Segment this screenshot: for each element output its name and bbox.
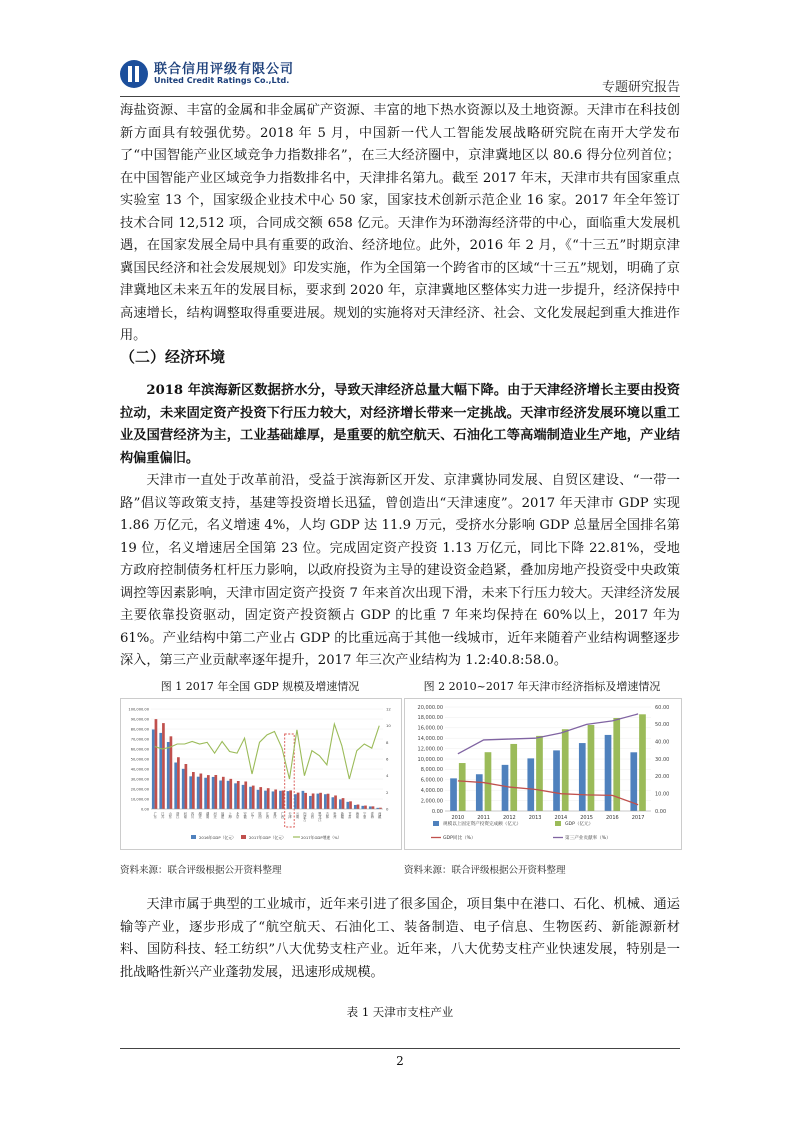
x-tick-label: 重庆 [272, 812, 277, 819]
x-tick-label: 2010 [451, 815, 465, 821]
y2-tick-label: 60.00 [655, 704, 670, 711]
page-number: 2 [396, 1054, 404, 1068]
y-tick-label: 100,000.00 [128, 707, 149, 712]
legend-swatch [555, 821, 561, 826]
bar-2017 [244, 781, 247, 809]
bar-investment [579, 743, 586, 811]
growth-line [155, 724, 380, 779]
x-tick-label: 山东 [167, 812, 172, 819]
bar-2016 [242, 785, 245, 809]
x-tick-label: 2013 [528, 815, 542, 821]
x-tick-label: 2016 [606, 815, 619, 821]
x-tick-label: 西藏 [377, 812, 382, 819]
x-tick-label: 内蒙古 [302, 812, 307, 822]
table1-title: 表 1 天津市支柱产业 [346, 1005, 454, 1019]
bar-2017 [222, 777, 225, 809]
bar-gdp [536, 736, 543, 811]
y2-tick-label: 8 [386, 739, 389, 745]
y2-tick-label: 30.00 [655, 756, 670, 763]
footer-divider [120, 1048, 680, 1049]
bar-2017 [274, 790, 277, 810]
y-tick-label: 6,000.00 [420, 777, 443, 784]
paragraph-industry: 天津市属于典型的工业城市，近年来引进了很多国企，项目集中在港口、石化、机械、通运输等产业，逐步形成了“航空航天、石油化工、装备制造、电子信息、生物医药、新能源新材料、国防科技、轻工纺织”八大优势支柱产业。近年来，八大优势支柱产业快速发展，特别是一批战略性新兴产业蓬勃发展，迅速形成规模。 [120, 897, 680, 980]
legend-label: 第三产业贡献率（%） [565, 836, 611, 841]
bar-investment [450, 778, 457, 811]
x-tick-label: 2011 [477, 815, 490, 821]
y-tick-label: 50,000.00 [130, 757, 149, 762]
bar-2017 [185, 764, 188, 809]
x-tick-label: 吉林 [324, 812, 329, 819]
y-tick-label: 60,000.00 [130, 747, 149, 752]
bar-2016 [361, 806, 364, 809]
bar-2016 [339, 799, 342, 809]
x-tick-label: 四川 [190, 812, 195, 819]
x-tick-label: 江西 [265, 812, 269, 819]
x-tick-label: 安徽 [242, 812, 247, 819]
x-tick-label: 湖北 [197, 812, 202, 819]
bar-2017 [364, 806, 367, 809]
x-tick-label: 江苏 [160, 812, 165, 819]
x-tick-label: 甘肃 [347, 812, 352, 819]
y-tick-label: 16,000.00 [417, 725, 443, 732]
legend-swatch [191, 835, 196, 839]
legend-label: 规模以上固定资产投资完成额（亿元） [443, 822, 522, 827]
y-tick-label: 70,000.00 [130, 737, 149, 742]
bar-2017 [199, 774, 202, 809]
paragraph-economy: 天津市一直处于改革前沿，受益于滨海新区开发、京津冀协同发展、自贸区建设、“一带一路”倡议等政策支持，基建等投资增长迅猛，曾创造出“天津速度”。2017 年天津市 GDP 实现 1.86 万亿元，名义增速 4%，人均 GDP 达 11.9 万元，受挤水分影响 GDP 总量居全国排名第 19 位，名义增速居全国第 23 位。完成固定资产投资 1.13 万亿元，同比下降 22.81%，受地方政府控制债务杠杆压力影响，以政府投资为主导的建设资金趋紧，叠加房地产投资受中央政策调控等因素影响，天津市固定资产投资 7 年来首次出现下滑，未来下行压力较大。天津经济发展主要依靠投资驱动，固定资产投资额占 GDP 的比重 7 年来均保持在 60%以上，2017 年为 61%。产业结构中第二产业占 GDP 的比重远高于其他一线城市，近年来随着产业结构调整逐步深入，第三产业贡献率逐年提升，2017 年三次产业结构为 1.2:40.8:58.0。 [120, 473, 680, 668]
bar-2017 [282, 790, 285, 809]
company-logo-icon [120, 60, 148, 88]
y-tick-label: 20,000.00 [417, 704, 443, 711]
x-tick-label: 广西 [279, 812, 284, 819]
bar-gdp [588, 725, 595, 811]
bar-2016 [182, 769, 185, 809]
bar-2016 [264, 791, 267, 809]
x-tick-label: 2015 [580, 815, 593, 821]
legend-label: GDP（亿元） [565, 822, 594, 827]
bar-2017 [357, 805, 360, 809]
y2-tick-label: 2 [386, 789, 389, 795]
legend-label: GDP同比（%） [443, 836, 476, 841]
x-tick-label: 河北 [212, 812, 217, 819]
bar-investment [553, 750, 560, 811]
y-tick-label: 10,000.00 [130, 797, 149, 802]
bar-2017 [334, 795, 337, 809]
header-divider [120, 96, 680, 97]
y2-tick-label: 0.00 [655, 808, 667, 815]
x-tick-label: 青海 [369, 812, 374, 819]
bar-2017 [312, 793, 315, 809]
bar-2017 [192, 772, 195, 809]
bar-2016 [346, 802, 349, 809]
y-tick-label: 10,000.00 [417, 756, 443, 763]
chart1-svg [121, 699, 401, 849]
bar-investment [502, 765, 509, 811]
figure1-source: 资料来源：联合评级根据公开资料整理 [120, 865, 282, 876]
bar-2017 [177, 757, 180, 809]
y-tick-label: 0.00 [140, 807, 149, 812]
bar-2017 [297, 793, 300, 809]
bar-2017 [289, 790, 292, 809]
paragraph-tech-innovation: 海盐资源、丰富的金属和非金属矿产资源、丰富的地下热水资源以及土地资源。天津市在科技创新方面具有较强优势。2018 年 5 月，中国新一代人工智能发展战略研究院在南开大学发布了“中国智能产业区域竞争力指数排名”，在三大经济圈中，京津冀地区以 80.6 得分位列首位；在中国智能产业区域竞争力指数排名中，天津排名第九。截至 2017 年末，天津市共有国家重点实验室 13 个，国家级企业技术中心 50 家，国家技术创新示范企业 16 家。2017 年全年签订技术合同 12,512 项，合同成交额 658 亿元。天津作为环渤海经济带的中心，面临重大发展机遇，在国家发展全局中具有重要的政治、经济地位。此外，2016 年 2 月，《“十三五”时期京津冀国民经济和社会发展规划》印发实施，作为全国第一个跨省市的区域“十三五”规划，明确了京津冀地区未来五年的发展目标，要求到 2020 年，京津冀地区整体实力进一步提升，经济保持中高速增长，结构调整取得重要进展。规划的实施将对天津经济、社会、文化发展起到重大推进作用。 [120, 103, 680, 343]
y-tick-label: 4,000.00 [420, 788, 443, 794]
x-tick-label: 黑龙江 [317, 812, 322, 822]
bar-2016 [189, 776, 192, 809]
bar-2016 [152, 729, 155, 809]
bar-gdp [510, 744, 517, 811]
x-tick-label: 云南 [294, 812, 299, 819]
bar-2016 [167, 742, 170, 809]
y2-tick-label: 10 [386, 723, 391, 729]
x-tick-label: 贵州 [332, 812, 337, 819]
bar-2017 [267, 788, 270, 809]
bar-2017 [259, 787, 262, 809]
bar-2016 [332, 797, 335, 809]
bar-2017 [237, 781, 240, 809]
figure2-title: 图 2 2010~2017 年天津市经济指标及增速情况 [423, 680, 661, 693]
bar-2017 [229, 779, 232, 809]
bar-2016 [257, 790, 260, 809]
bar-2017 [349, 801, 352, 809]
bar-2016 [354, 805, 357, 809]
bar-gdp [459, 763, 466, 811]
bar-2017 [252, 786, 255, 809]
x-tick-label: 天津 [287, 812, 292, 819]
x-tick-label: 山西 [309, 812, 314, 819]
bar-2017 [372, 806, 375, 809]
bar-2016 [234, 783, 237, 809]
bar-2016 [309, 796, 312, 809]
x-tick-label: 北京 [235, 812, 240, 819]
y-tick-label: 40,000.00 [130, 767, 149, 772]
y2-tick-label: 4 [386, 773, 389, 779]
bar-2017 [155, 719, 158, 809]
legend-label: 2017年GDP（亿元） [249, 835, 286, 840]
company-name-en: United Credit Ratings Co.,Ltd. [154, 76, 290, 85]
bar-2017 [327, 794, 330, 809]
y-tick-label: 20,000.00 [130, 787, 149, 792]
bar-gdp [639, 714, 646, 811]
document-type-label: 专题研究报告 [601, 80, 680, 95]
y2-tick-label: 40.00 [655, 739, 670, 746]
bar-2016 [174, 763, 177, 809]
bar-2017 [162, 723, 165, 809]
bar-2016 [204, 778, 207, 809]
y2-tick-label: 12 [386, 706, 391, 712]
bar-2017 [319, 793, 322, 809]
company-name-cn: 联合信用评级有限公司 [154, 62, 295, 77]
figure2-source: 资料来源：联合评级根据公开资料整理 [404, 865, 566, 876]
x-tick-label: 福建 [220, 812, 225, 819]
legend-swatch [241, 835, 246, 839]
bar-2016 [227, 781, 230, 809]
figure1-title: 图 1 2017 年全国 GDP 规模及增速情况 [160, 680, 360, 693]
y-tick-label: 90,000.00 [130, 717, 149, 722]
bar-2017 [207, 775, 210, 809]
bar-2016 [212, 777, 215, 809]
x-tick-label: 宁夏 [362, 812, 367, 819]
bar-2016 [369, 806, 372, 809]
bar-2016 [302, 791, 305, 809]
bar-2016 [197, 777, 200, 809]
x-tick-label: 2014 [554, 815, 568, 821]
bar-2017 [342, 798, 345, 809]
x-tick-label: 新疆 [339, 812, 344, 819]
bar-2016 [249, 787, 252, 809]
bar-investment [605, 735, 612, 811]
y-tick-label: 80,000.00 [130, 727, 149, 732]
x-tick-label: 上海 [227, 812, 232, 819]
y2-tick-label: 0 [386, 806, 389, 812]
bar-investment [527, 758, 534, 811]
y2-tick-label: 20.00 [655, 774, 670, 781]
y2-tick-label: 6 [386, 756, 389, 762]
bar-2016 [317, 794, 320, 809]
report-header [120, 52, 680, 100]
y-tick-label: 14,000.00 [417, 736, 443, 742]
legend-swatch [433, 821, 439, 826]
chart-tianjin-indicators [404, 698, 682, 850]
bar-2016 [219, 780, 222, 809]
bar-2016 [324, 794, 327, 809]
x-tick-label: 河南 [182, 812, 187, 819]
x-tick-label: 海南 [354, 812, 359, 819]
x-tick-label: 陕西 [257, 812, 262, 819]
x-tick-label: 浙江 [175, 812, 180, 819]
y2-tick-label: 50.00 [655, 722, 670, 729]
x-tick-label: 2012 [503, 815, 516, 821]
bar-2016 [159, 733, 162, 809]
bar-2016 [279, 791, 282, 809]
x-tick-label: 湖南 [205, 812, 210, 819]
bar-investment [476, 774, 483, 811]
y-tick-label: 0.00 [431, 808, 443, 815]
chart-national-gdp [120, 698, 402, 850]
section-title: （二）经济环境 [120, 348, 226, 366]
legend-label: 2017年GDP增速（%） [301, 835, 342, 840]
bar-2016 [287, 791, 290, 809]
bar-2017 [214, 775, 217, 809]
bar-gdp [485, 752, 492, 811]
x-tick-label: 广东 [152, 812, 157, 819]
x-tick-label: 辽宁 [250, 812, 255, 819]
y-tick-label: 18,000.00 [417, 715, 443, 722]
y-tick-label: 12,000.00 [417, 746, 443, 753]
y-tick-label: 30,000.00 [130, 777, 149, 782]
legend-label: 2016年GDP（亿元） [199, 835, 236, 840]
bar-2016 [294, 794, 297, 809]
y-tick-label: 2,000.00 [420, 798, 443, 805]
paragraph-summary: 2018 年滨海新区数据挤水分，导致天津经济总量大幅下降。由于天津经济增长主要由投资拉动，未来固定资产投资下行压力较大，对经济增长带来一定挑战。天津市经济发展环境以重工业及国营经济为主，工业基础雄厚，是重要的航空航天、石油化工等高端制造业生产地，产业结构偏重偏旧。 [120, 383, 680, 466]
bar-gdp [562, 729, 569, 811]
chart2-svg [405, 699, 681, 849]
y2-tick-label: 10.00 [655, 791, 670, 798]
x-tick-label: 2017 [631, 815, 645, 821]
bar-2016 [272, 791, 275, 809]
bar-2017 [304, 793, 307, 809]
y-tick-label: 8,000.00 [420, 767, 443, 774]
